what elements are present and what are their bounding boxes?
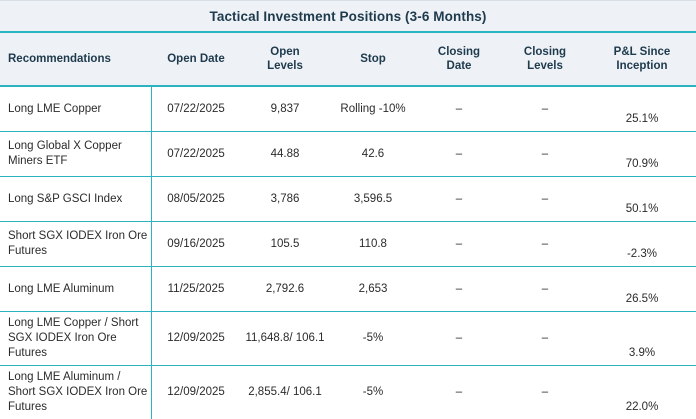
cell-open-date: 09/16/2025 [167, 237, 225, 250]
column-header-stop: Stop [360, 52, 386, 65]
cell-open-date: 07/22/2025 [167, 147, 225, 160]
page-title: Tactical Investment Positions (3-6 Months) [209, 8, 487, 24]
cell-open-levels: 2,855.4/ 106.1 [248, 385, 322, 398]
cell-open-levels: 9,837 [270, 102, 300, 115]
table-row [0, 312, 696, 366]
column-header-pnl-line2: Inception [616, 60, 668, 72]
column-header-closing-levels-line2: Levels [527, 60, 563, 72]
cell-pnl: 50.1% [625, 203, 659, 216]
cell-closing-date: – [455, 192, 463, 205]
cell-closing-date: – [455, 331, 463, 344]
cell-open-levels: 3,786 [270, 192, 300, 205]
table-title-bar [0, 0, 696, 33]
cell-open-levels: 11,648.8/ 106.1 [245, 331, 325, 344]
cell-closing-date: – [455, 102, 463, 115]
column-header-closing-levels [502, 33, 588, 85]
column-header-open-levels-line1: Open [270, 45, 300, 58]
cell-recommendation: Long S&P GSCI Index [0, 177, 152, 221]
cell-stop: 42.6 [361, 147, 385, 160]
table-row [0, 222, 696, 267]
cell-recommendation: Long LME Aluminum / Short SGX IODEX Iron Ore Futures [0, 366, 152, 419]
table-row [0, 177, 696, 222]
cell-closing-date: – [455, 385, 463, 398]
column-header-recommendations: Recommendations [8, 52, 111, 65]
cell-stop: -5% [362, 331, 384, 344]
cell-recommendation: Long LME Aluminum [0, 267, 152, 311]
column-header-closing-date-line1: Closing [437, 45, 481, 58]
column-header-closing-date [416, 33, 502, 85]
table-row [0, 366, 696, 419]
cell-open-date: 12/09/2025 [167, 331, 225, 344]
cell-stop: 3,596.5 [353, 192, 393, 205]
cell-closing-levels: – [541, 331, 549, 344]
cell-closing-levels: – [541, 102, 549, 115]
cell-open-levels: 44.88 [270, 147, 300, 160]
table-header-row [0, 33, 696, 87]
cell-open-date: 08/05/2025 [167, 192, 225, 205]
cell-open-levels: 105.5 [270, 237, 300, 250]
cell-open-date: 12/09/2025 [167, 385, 225, 398]
cell-stop: Rolling -10% [340, 102, 406, 115]
cell-recommendation: Long LME Copper / Short SGX IODEX Iron Ore Futures [0, 312, 152, 365]
cell-recommendation: Short SGX IODEX Iron Ore Futures [0, 222, 152, 266]
cell-recommendation: Long LME Copper [0, 87, 152, 131]
column-header-closing-date-line2: Date [446, 60, 472, 72]
cell-closing-levels: – [541, 192, 549, 205]
cell-closing-levels: – [541, 237, 549, 250]
cell-closing-date: – [455, 237, 463, 250]
cell-stop: 2,653 [358, 282, 388, 295]
column-header-pnl-line1: P&L Since [613, 45, 671, 58]
cell-pnl: 70.9% [625, 158, 659, 171]
cell-open-levels: 2,792.6 [265, 282, 305, 295]
column-header-open-date: Open Date [167, 52, 225, 65]
cell-closing-date: – [455, 282, 463, 295]
cell-open-date: 11/25/2025 [167, 282, 225, 295]
column-header-pnl [588, 33, 696, 85]
table-row [0, 267, 696, 312]
table-row [0, 87, 696, 132]
cell-pnl: 3.9% [628, 346, 656, 359]
table-row [0, 132, 696, 177]
cell-open-date: 07/22/2025 [167, 102, 225, 115]
column-header-open-levels [240, 33, 330, 85]
cell-pnl: 26.5% [625, 293, 659, 306]
cell-closing-levels: – [541, 385, 549, 398]
cell-pnl: -2.3% [626, 248, 658, 261]
cell-recommendation: Long Global X Copper Miners ETF [0, 132, 152, 176]
column-header-closing-levels-line1: Closing [523, 45, 567, 58]
cell-closing-levels: – [541, 282, 549, 295]
cell-pnl: 25.1% [625, 113, 659, 126]
cell-stop: -5% [362, 385, 384, 398]
cell-stop: 110.8 [359, 237, 387, 250]
column-header-open-levels-line2: Levels [267, 60, 303, 72]
cell-closing-date: – [455, 147, 463, 160]
cell-pnl: 22.0% [625, 400, 659, 413]
cell-closing-levels: – [541, 147, 549, 160]
